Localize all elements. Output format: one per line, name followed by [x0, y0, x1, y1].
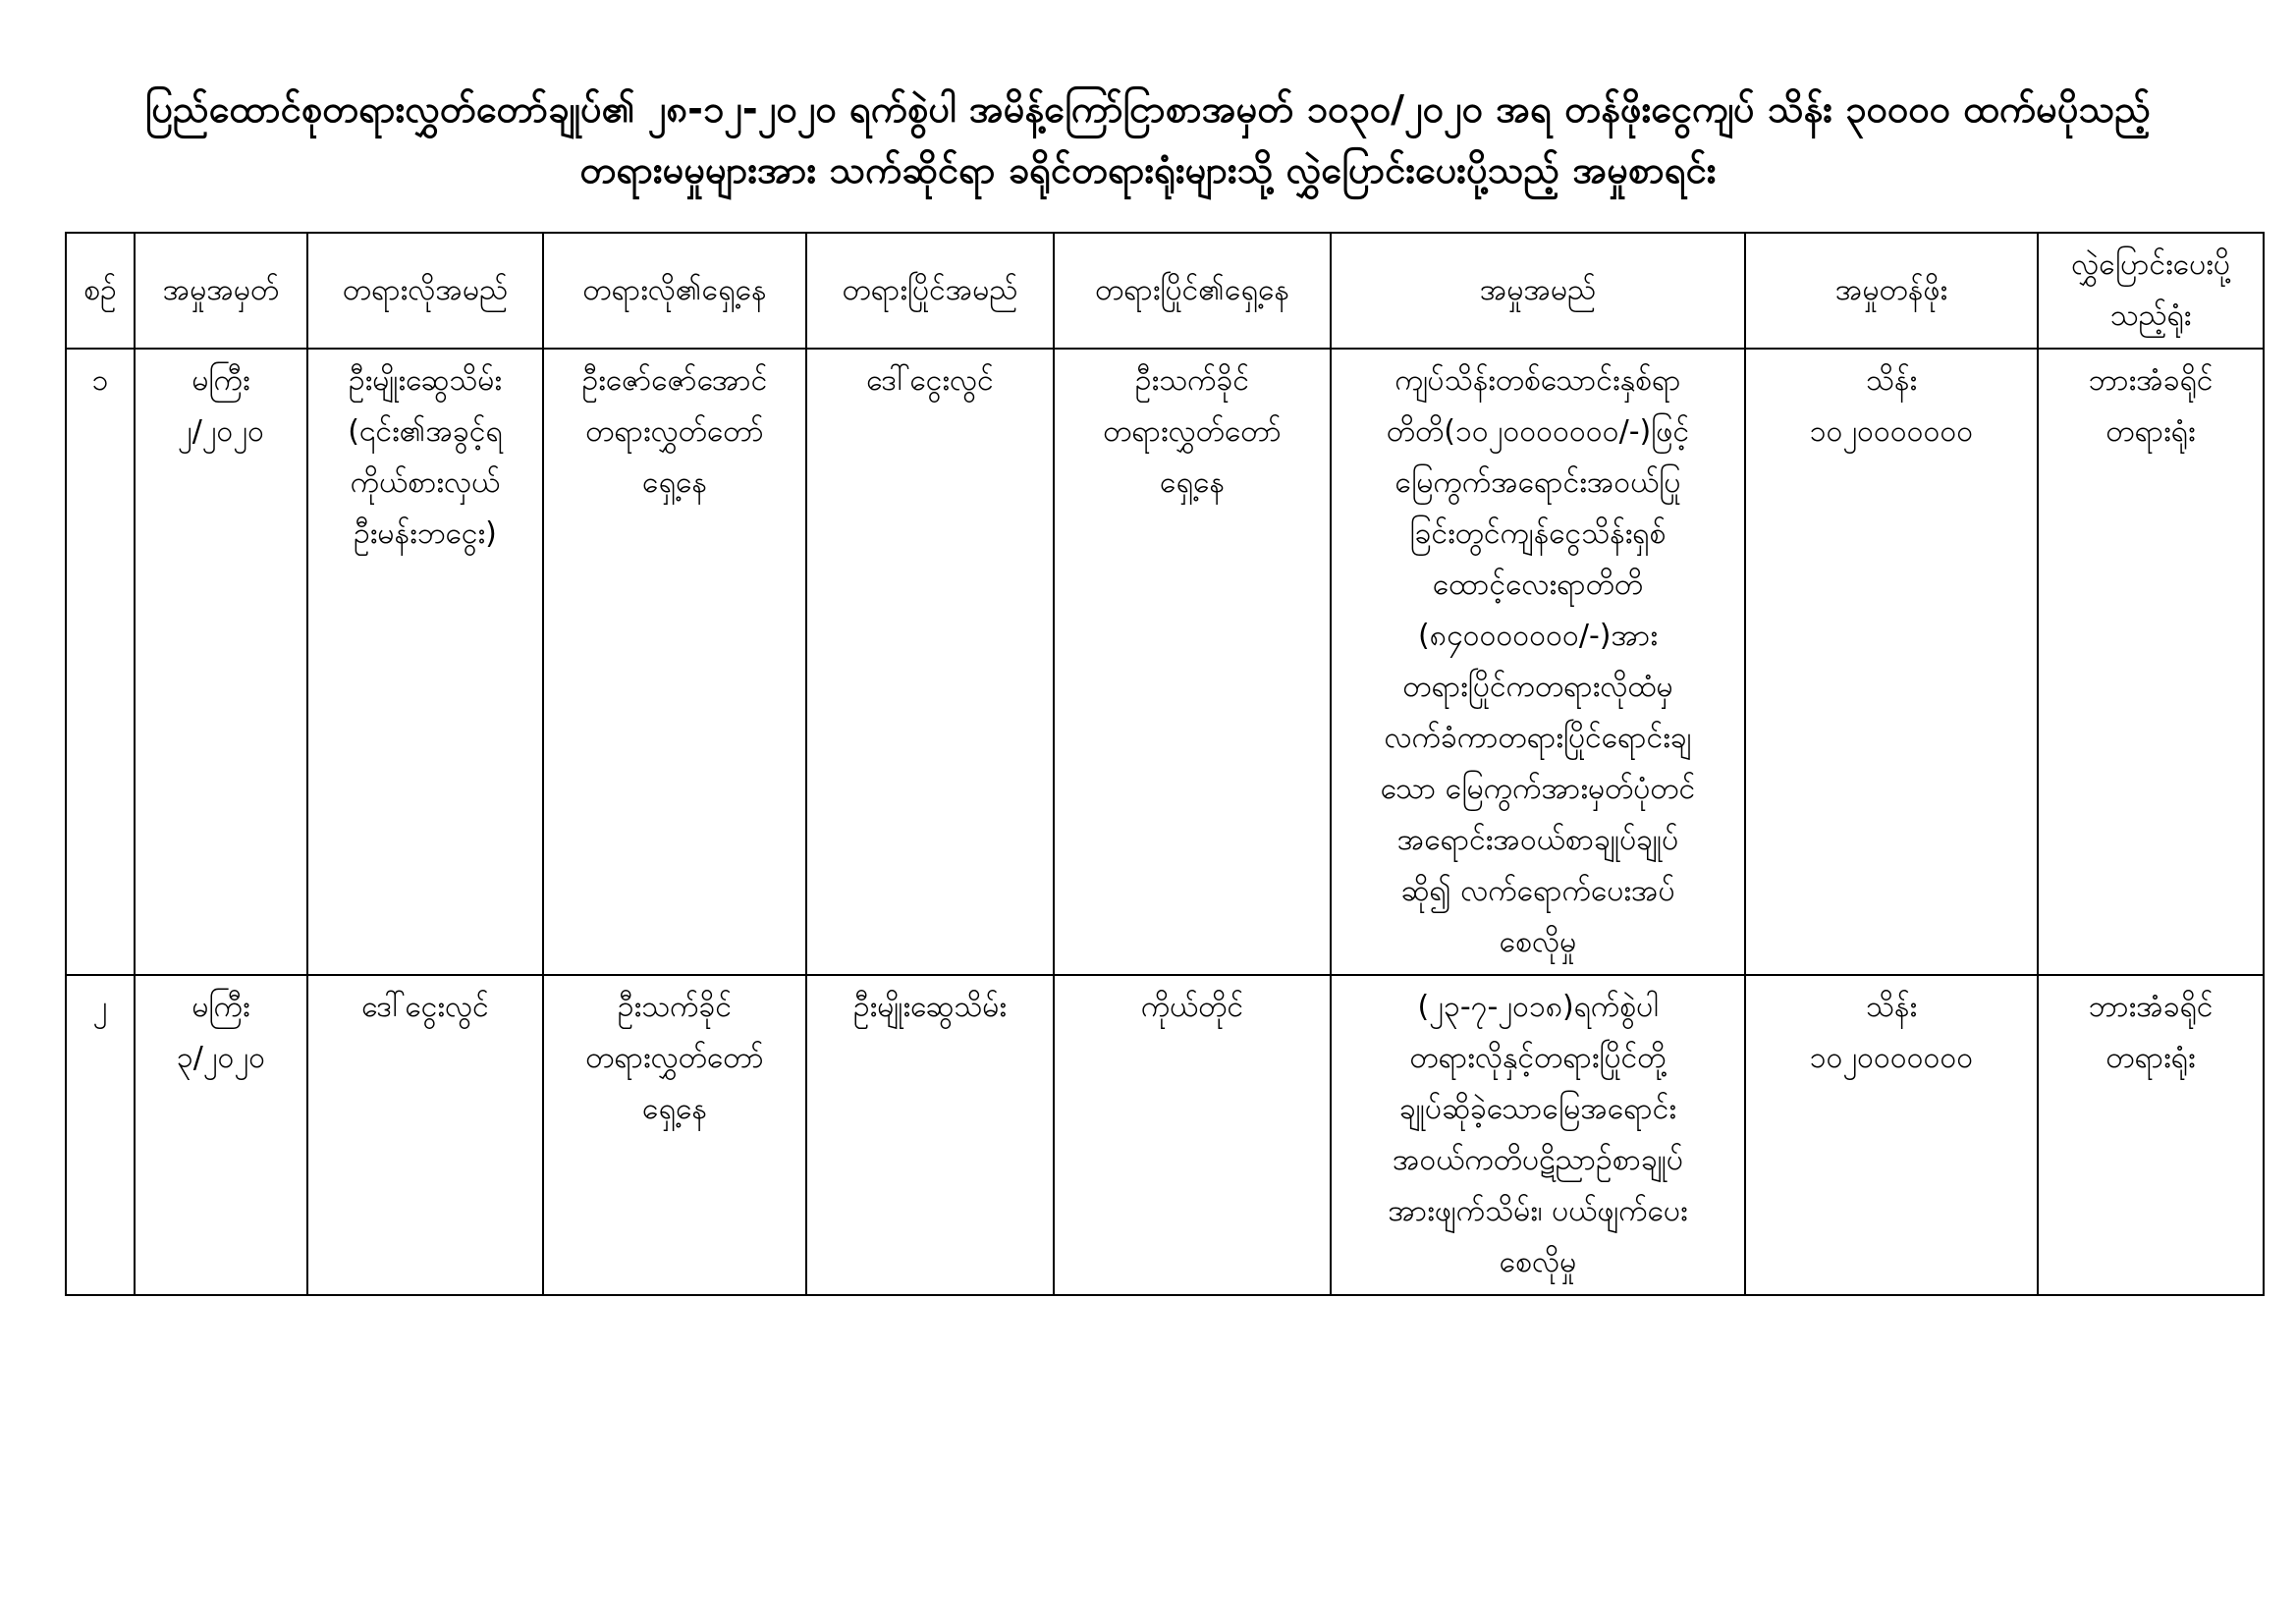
case-name-line: ကျပ်သိန်းတစ်သောင်းနှစ်ရာ — [1394, 363, 1681, 398]
plaintiff-name-line: ဦးမန်းဘငွေး) — [354, 516, 497, 551]
case-name-line: လက်ခံကာတရားပြိုင်ရောင်းချ — [1384, 721, 1692, 755]
case-name-cell — [1331, 349, 1745, 975]
case-value-cell — [1745, 349, 2038, 975]
case-number-line: မကြီး — [191, 363, 250, 398]
header-defendant-lawyer: တရားပြိုင်၏ရှေ့နေ — [1054, 233, 1331, 349]
table-row — [66, 349, 2264, 975]
case-value-line: သိန်း — [1865, 363, 1918, 398]
plaintiff-lawyer-line: ရှေ့နေ — [642, 1092, 707, 1126]
header-transfer-court — [2038, 233, 2264, 349]
plaintiff-lawyer-line: ဦးသက်ခိုင် — [617, 990, 733, 1024]
defendant-lawyer-cell — [1054, 349, 1331, 975]
plaintiff-lawyer-line: ဦးဇော်ဇော်အောင် — [581, 363, 768, 398]
case-number-line: ၂/၂၀၂၀ — [177, 414, 265, 449]
plaintiff-name-line: (၎င်း၏အခွင့်ရ — [348, 414, 503, 449]
case-name-line: စေလိုမှု — [1499, 925, 1577, 959]
case-name-line: အရောင်းအဝယ်စာချုပ်ချုပ် — [1396, 823, 1679, 857]
plaintiff-name-line: ဦးမျိုးဆွေသိမ်း — [349, 363, 502, 398]
case-number-line: ၃/၂၀၂၀ — [176, 1041, 266, 1075]
header-defendant: တရားပြိုင်အမည် — [806, 233, 1054, 349]
defendant-lawyer-line: ရှေ့နေ — [1160, 465, 1225, 500]
page-title-line-2: တရားမမှုများအား သက်ဆိုင်ရာ ခရိုင်တရားရုံးများသို့ လွှဲပြောင်းပေးပို့သည့် အမှုစာရင်း — [579, 148, 1717, 191]
plaintiff-name-line: ဒေါ်ငွေးလွင် — [361, 990, 489, 1024]
case-name-line: သော မြေကွက်အားမှတ်ပုံတင် — [1380, 772, 1696, 806]
case-value-cell — [1745, 975, 2038, 1295]
table-header-row — [66, 233, 2264, 349]
case-number-cell — [135, 975, 307, 1295]
case-name-line: အဝယ်ကတိပဋိညာဉ်စာချုပ် — [1392, 1143, 1684, 1177]
case-name-line: တရားပြိုင်ကတရားလိုထံမှ — [1402, 670, 1673, 704]
case-transfer-table — [65, 232, 2265, 1296]
case-name-line: စေလိုမှု — [1499, 1245, 1577, 1279]
header-transfer-court-line: လွှဲပြောင်းပေးပို့ — [2071, 247, 2230, 282]
case-name-cell — [1331, 975, 1745, 1295]
header-case-name: အမှုအမည် — [1331, 233, 1745, 349]
case-name-line: ဆို၍ လက်ရောက်ပေးအပ် — [1400, 874, 1675, 908]
page-title-line-1: ပြည်ထောင်စုတရားလွှတ်တော်ချုပ်၏ ၂၈-၁၂-၂၀၂၀ ရက်စွဲပါ အမိန့်ကြော်ငြာစာအမှတ် ၁၀၃၀/၂၀၂၀ အရ တန်ဖိုးငွေကျပ် သိန်း ၃၀၀၀၀ ထက်မပိုသည့် — [144, 87, 2152, 131]
plaintiff-lawyer-line: တရားလွှတ်တော် — [585, 414, 764, 449]
defendant-name-line: ဒေါ်ငွေးလွင် — [866, 363, 994, 398]
plaintiff-lawyer-cell — [543, 349, 806, 975]
plaintiff-lawyer-line: ရှေ့နေ — [642, 465, 707, 500]
plaintiff-lawyer-cell — [543, 975, 806, 1295]
transfer-court-cell — [2038, 975, 2264, 1295]
header-plaintiff-lawyer: တရားလို၏ရှေ့နေ — [543, 233, 806, 349]
defendant-lawyer-line: ဦးသက်ခိုင် — [1134, 363, 1250, 398]
case-value-line: ၁၀၂၀၀၀၀၀၀၀ — [1809, 1041, 1974, 1075]
table-row — [66, 975, 2264, 1295]
plaintiff-name-cell — [307, 975, 543, 1295]
case-name-line: ခြင်းတွင်ကျန်ငွေသိန်းရှစ် — [1409, 516, 1667, 551]
header-plaintiff: တရားလိုအမည် — [307, 233, 543, 349]
transfer-court-line: တရားရုံး — [2105, 1041, 2196, 1075]
defendant-lawyer-line: တရားလွှတ်တော် — [1103, 414, 1282, 449]
case-number-cell — [135, 349, 307, 975]
plaintiff-lawyer-line: တရားလွှတ်တော် — [585, 1041, 764, 1075]
defendant-name-line: ဦးမျိုးဆွေသိမ်း — [853, 990, 1007, 1024]
case-name-line: ချုပ်ဆိုခဲ့သောမြေအရောင်း — [1398, 1092, 1677, 1126]
transfer-court-line: ဘားအံခရိုင် — [2088, 990, 2214, 1024]
defendant-name-cell — [806, 975, 1054, 1295]
row-number-cell: ၁ — [66, 349, 135, 975]
plaintiff-name-line: ကိုယ်စားလှယ် — [350, 465, 501, 500]
case-name-line: တိတိ(၁၀၂၀၀၀၀၀၀၀/-)ဖြင့် — [1386, 414, 1690, 449]
transfer-court-line: ဘားအံခရိုင် — [2088, 363, 2214, 398]
case-value-line: သိန်း — [1865, 990, 1918, 1024]
header-case-value: အမှုတန်ဖိုး — [1745, 233, 2038, 349]
defendant-lawyer-cell — [1054, 975, 1331, 1295]
row-number-cell: ၂ — [66, 975, 135, 1295]
case-number-line: မကြီး — [191, 990, 250, 1024]
defendant-name-cell — [806, 349, 1054, 975]
case-name-line: အားဖျက်သိမ်း၊ ပယ်ဖျက်ပေး — [1388, 1194, 1688, 1228]
plaintiff-name-cell — [307, 349, 543, 975]
header-no: စဉ် — [66, 233, 135, 349]
case-name-line: မြေကွက်အရောင်းအဝယ်ပြု — [1394, 465, 1681, 500]
case-value-line: ၁၀၂၀၀၀၀၀၀၀ — [1809, 414, 1974, 449]
defendant-lawyer-line: ကိုယ်တိုင် — [1140, 990, 1244, 1024]
case-name-line: (၂၃-၇-၂၀၁၈)ရက်စွဲပါ — [1417, 990, 1659, 1024]
case-name-line: ထောင့်လေးရာတိတိ — [1432, 568, 1644, 602]
header-case-no: အမှုအမှတ် — [135, 233, 307, 349]
transfer-court-line: တရားရုံး — [2105, 414, 2196, 449]
transfer-court-cell — [2038, 349, 2264, 975]
case-name-line: တရားလိုနှင့်တရားပြိုင်တို့ — [1409, 1041, 1667, 1075]
case-name-line: (၈၄၀၀၀၀၀၀၀/-)အား — [1418, 619, 1658, 653]
header-transfer-court-line: သည့်ရုံး — [2109, 298, 2192, 333]
